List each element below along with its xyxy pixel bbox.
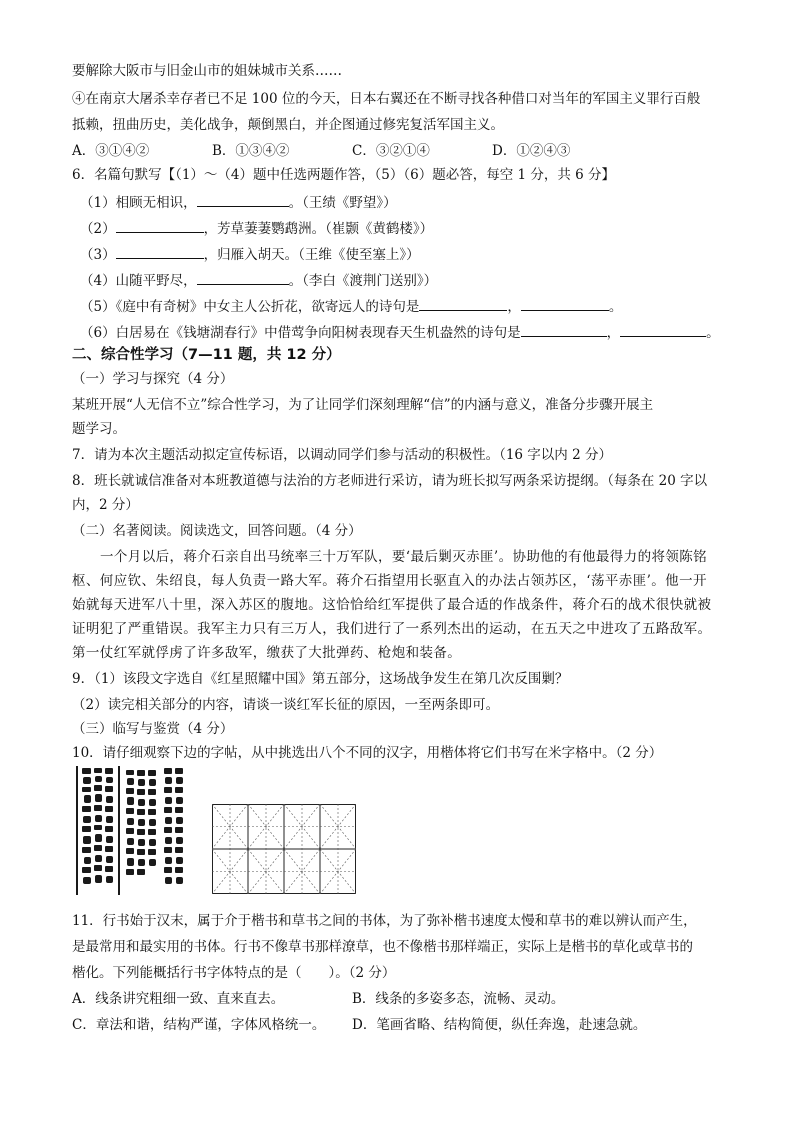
answer-blank[interactable] [197, 192, 289, 207]
text-line: 抵赖，扭曲历史，美化战争，颠倒黑白，并企图通过修宪复活军国主义。 [72, 117, 504, 133]
answer-blank[interactable] [620, 322, 706, 337]
answer-blank[interactable] [521, 322, 607, 337]
option-a: A．③①④② [72, 143, 150, 159]
question-text: 。 [706, 325, 720, 341]
option-c: C．③②①④ [352, 143, 430, 159]
option-b: B．①③④② [212, 143, 290, 159]
text-line: 要解除大阪市与旧金山市的姐妹城市关系…… [72, 63, 342, 79]
question-6: 6．名篇句默写【（1）～（4）题中任选两题作答，（5）（6）题必答，每空 1 分，共 6 分】 [72, 167, 616, 183]
calligraphy-specimen-image [74, 764, 190, 897]
option-c: C．章法和谐，结构严谨，字体风格统一。 [72, 1017, 326, 1033]
question-text: ， [507, 299, 521, 315]
question-text: ，芳草萋萋鹦鹉洲。（崔颢《黄鹤楼》） [203, 221, 434, 237]
mizi-writing-grid[interactable] [212, 804, 356, 894]
question-6-5 [80, 296, 622, 316]
passage-line: 一个月以后，蒋介石亲自出马统率三十万军队，要‘最后剿灭赤匪’。协助他的有他最得力的将领陈铭 [100, 549, 708, 565]
question-6-4 [80, 270, 437, 290]
passage-line: 枢、何应钦、朱绍良，每人负责一路大军。蒋介石指望用长驱直入的办法占领苏区，‘荡平赤匪’。他一开 [72, 573, 707, 589]
passage-line: 证明犯了严重错误。我军主力只有三万人，我们进行了一系列杰出的运动，在五天之中进攻了五路敌军。 [72, 621, 712, 637]
subsection-heading: （二）名著阅读。阅读选文，回答问题。（4 分） [72, 523, 362, 539]
question-text: ， [606, 325, 621, 341]
question-11-cont: 是最常用和最实用的书体。行书不像草书那样潦草，也不像楷书那样端正，实际上是楷书的草化或草书的 [72, 939, 693, 955]
question-9-2: （2）读完相关部分的内容，请谈一谈红军长征的原因，一至两条即可。 [72, 697, 500, 713]
text-line: ④在南京大屠杀幸存者已不足 100 位的今天，日本右翼还在不断寻找各种借口对当年的军国主义罪行百般 [72, 91, 701, 107]
section-heading: 二、综合性学习（7—11 题，共 12 分） [72, 347, 341, 363]
subsection-heading: （三）临写与鉴赏（4 分） [72, 721, 234, 737]
question-6-2 [80, 218, 433, 238]
passage-line: 始就每天进军八十里，深入苏区的腹地。这恰恰给红军提供了最合适的作战条件，蒋介石的战术很快就被 [72, 597, 712, 613]
question-text: 。（李白《渡荆门送别》） [288, 273, 438, 289]
option-d: D．笔画省略、结构简便，纵任奔逸，赴速急就。 [352, 1017, 647, 1033]
question-6-3 [80, 244, 420, 264]
question-text: ，归雁入胡天。（王维《使至塞上》） [203, 247, 420, 263]
question-text: （5）《庭中有奇树》中女主人公折花，欲寄远人的诗句是 [80, 299, 420, 315]
question-text: 。（王绩《野望》） [288, 195, 397, 211]
answer-blank[interactable] [116, 244, 204, 259]
text-line: 某班开展“人无信不立”综合性学习，为了让同学们深刻理解“信”的内涵与意义，准备分步骤开展主 [72, 397, 654, 413]
option-d: D．①②④③ [492, 143, 571, 159]
question-text: （4）山随平野尽， [80, 273, 197, 289]
question-text: （1）相顾无相识， [80, 195, 197, 211]
option-a: A．线条讲究粗细一致、直来直去。 [72, 991, 285, 1007]
question-text: （2） [80, 221, 116, 237]
text-line: 题学习。 [72, 421, 126, 437]
question-text: （3） [80, 247, 116, 263]
question-text: 。 [608, 299, 623, 315]
question-text: （6）白居易在《钱塘湖春行》中借莺争向阳树表现春天生机盎然的诗句是 [80, 325, 521, 341]
question-11-cont: 楷化。下列能概括行书字体特点的是（ ）。（2 分） [72, 965, 396, 981]
answer-blank[interactable] [521, 296, 609, 311]
answer-blank[interactable] [116, 218, 204, 233]
answer-blank[interactable] [419, 296, 507, 311]
question-8: 8．班长就诚信准备对本班教道德与法治的方老师进行采访，请为班长拟写两条采访提纲。（每条在 20 字以 [72, 473, 708, 489]
question-11: 11．行书始于汉末，属于介于楷书和草书之间的书体，为了弥补楷书速度太慢和草书的难以辨认而产生， [72, 913, 697, 929]
question-9-1: 9．（1）该段文字选自《红星照耀中国》第五部分，这场战争发生在第几次反围剿？ [72, 671, 569, 687]
question-8-cont: 内，2 分） [72, 497, 139, 513]
passage-line: 第一仗红军就俘虏了许多敌军，缴获了大批弹药、枪炮和装备。 [72, 645, 462, 661]
answer-blank[interactable] [197, 270, 289, 285]
question-7: 7．请为本次主题活动拟定宣传标语，以调动同学们参与活动的积极性。（16 字以内 2 分） [72, 447, 612, 463]
question-10: 10．请仔细观察下边的字帖，从中挑选出八个不同的汉字，用楷体将它们书写在米字格中。（2 分） [72, 745, 663, 761]
question-6-6 [80, 322, 720, 342]
question-6-1 [80, 192, 397, 212]
option-b: B．线条的多姿多态，流畅、灵动。 [352, 991, 565, 1007]
subsection-heading: （一）学习与探究（4 分） [72, 371, 234, 387]
